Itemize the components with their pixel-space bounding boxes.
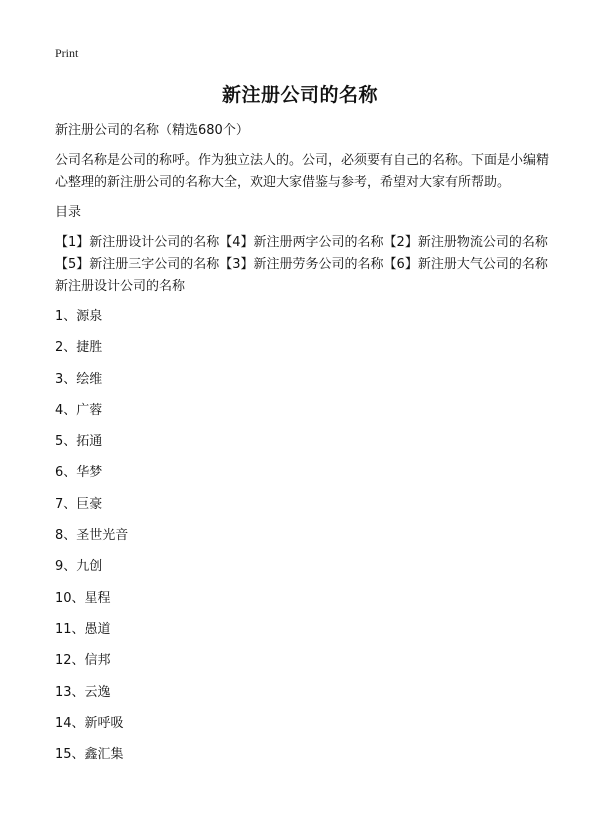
list-item: 10、星程	[55, 590, 111, 606]
document-subtitle: 新注册公司的名称（精选680个）	[55, 123, 249, 138]
list-item: 11、愚道	[55, 621, 111, 637]
list-item: 9、九创	[55, 559, 103, 575]
list-item: 1、源泉	[55, 309, 103, 324]
list-item: 3、绘维	[55, 371, 103, 387]
list-item: 14、新呼吸	[55, 715, 124, 731]
list-item: 6、华梦	[55, 465, 103, 481]
page-title: 新注册公司的名称	[221, 84, 378, 106]
list-item: 2、捷胜	[55, 340, 103, 356]
list-item: 7、巨豪	[55, 496, 103, 512]
document-content	[55, 120, 550, 775]
list-item: 8、圣世光音	[55, 528, 129, 544]
print-link[interactable]: Print	[55, 46, 79, 60]
company-name-list	[55, 306, 550, 775]
toc-heading: 目录	[55, 205, 82, 220]
list-item: 12、信邦	[55, 653, 111, 669]
list-item: 13、云逸	[55, 684, 111, 700]
list-item: 4、广蓉	[55, 402, 103, 418]
list-item: 15、鑫汇集	[55, 747, 124, 763]
intro-paragraph: 公司名称是公司的称呼。作为独立法人的。公司，必须要有自己的名称。下面是小编精心整理的新注册公司的名称大全，欢迎大家借鉴与参考，希望对大家有所帮助。	[55, 153, 550, 190]
toc-text: 【1】新注册设计公司的名称【4】新注册两字公司的名称【2】新注册物流公司的名称【5】新注册三字公司的名称【3】新注册劳务公司的名称【6】新注册大气公司的名称新注册设计公司的名称	[55, 235, 548, 294]
list-item: 5、拓通	[55, 434, 103, 450]
